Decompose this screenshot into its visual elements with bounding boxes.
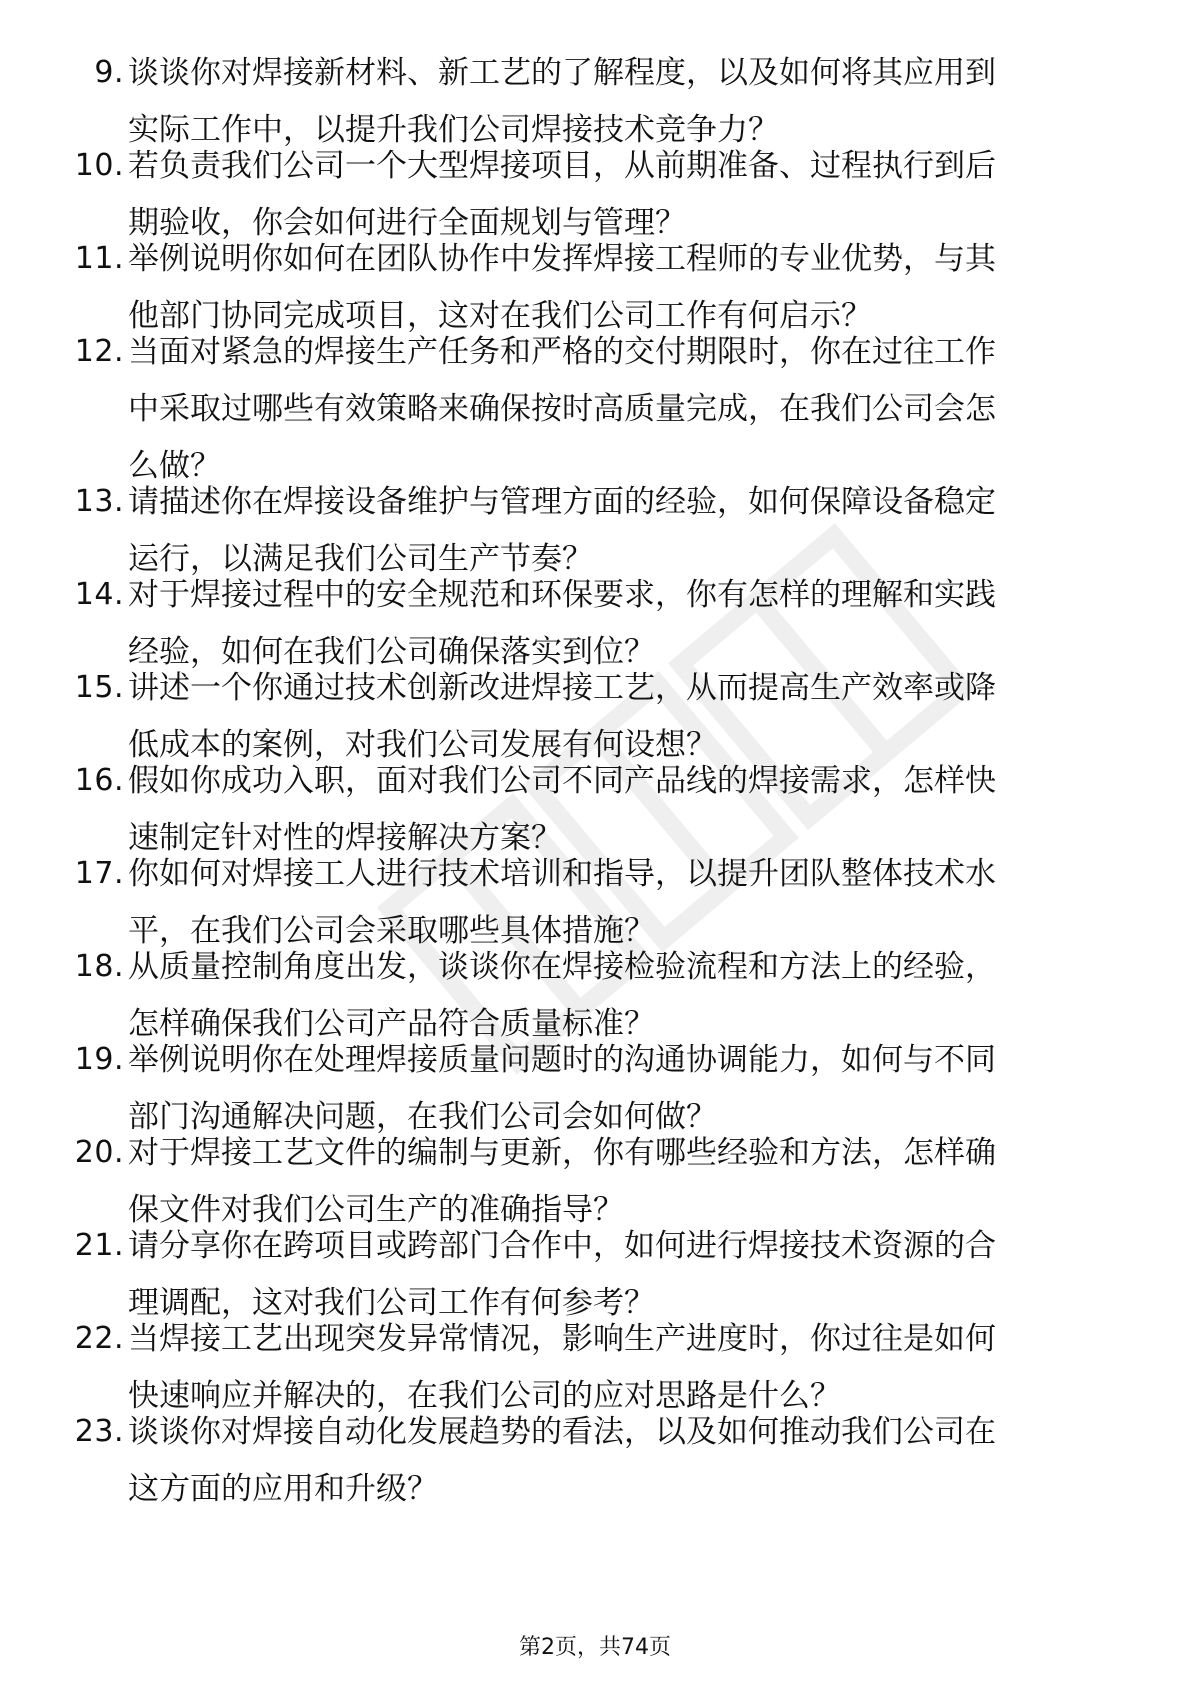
question-text-line: 谈谈你对焊接新材料、新工艺的了解程度，以及如何将其应用到 xyxy=(128,55,996,91)
question-number: 13. xyxy=(74,484,124,519)
question-text-line: 中采取过哪些有效策略来确保按时高质量完成，在我们公司会怎 xyxy=(128,391,996,427)
question-text-line: 实际工作中，以提升我们公司焊接技术竞争力？ xyxy=(128,112,779,148)
question-text-line: 从质量控制角度出发，谈谈你在焊接检验流程和方法上的经验， xyxy=(128,949,996,985)
question-text-line: 他部门协同完成项目，这对在我们公司工作有何启示？ xyxy=(128,298,872,334)
question-number: 12. xyxy=(74,334,124,369)
question-number: 19. xyxy=(74,1042,124,1077)
question-text-line: 举例说明你如何在团队协作中发挥焊接工程师的专业优势，与其 xyxy=(128,241,996,277)
question-text-line: 谈谈你对焊接自动化发展趋势的看法，以及如何推动我们公司在 xyxy=(128,1414,996,1450)
question-text-line: 期验收，你会如何进行全面规划与管理？ xyxy=(128,205,686,241)
question-number: 11. xyxy=(74,241,124,276)
question-text-line: 速制定针对性的焊接解决方案？ xyxy=(128,820,562,856)
question-text xyxy=(128,329,1116,500)
question-number: 16. xyxy=(74,763,124,798)
question-text-line: 对于焊接工艺文件的编制与更新，你有哪些经验和方法，怎样确 xyxy=(128,1135,996,1171)
question-number: 14. xyxy=(74,577,124,612)
question-text-line: 当面对紧急的焊接生产任务和严格的交付期限时，你在过往工作 xyxy=(128,334,996,370)
question-number: 18. xyxy=(74,949,124,984)
question-number: 17. xyxy=(74,856,124,891)
question-text-line: 对于焊接过程中的安全规范和环保要求，你有怎样的理解和实践 xyxy=(128,577,996,613)
question-text-line: 平，在我们公司会采取哪些具体措施？ xyxy=(128,913,655,949)
question-number: 15. xyxy=(74,670,124,705)
question-text-line: 快速响应并解决的，在我们公司的应对思路是什么？ xyxy=(128,1378,841,1414)
question-number: 21. xyxy=(74,1228,124,1263)
question-text-line: 假如你成功入职，面对我们公司不同产品线的焊接需求，怎样快 xyxy=(128,763,996,799)
question-text-line: 么做？ xyxy=(128,448,221,484)
question-text-line: 这方面的应用和升级？ xyxy=(128,1471,438,1507)
question-text xyxy=(128,1409,1116,1523)
question-text-line: 请分享你在跨项目或跨部门合作中，如何进行焊接技术资源的合 xyxy=(128,1228,996,1264)
question-text-line: 举例说明你在处理焊接质量问题时的沟通协调能力，如何与不同 xyxy=(128,1042,996,1078)
question-text-line: 低成本的案例，对我们公司发展有何设想？ xyxy=(128,727,717,763)
page-number: 第2页，共74页 xyxy=(519,1635,671,1660)
question-text-line: 理调配，这对我们公司工作有何参考？ xyxy=(128,1285,655,1321)
question-text-line: 运行，以满足我们公司生产节奏？ xyxy=(128,541,593,577)
question-text-line: 部门沟通解决问题，在我们公司会如何做？ xyxy=(128,1099,717,1135)
question-number: 10. xyxy=(74,148,124,183)
question-text-line: 若负责我们公司一个大型焊接项目，从前期准备、过程执行到后 xyxy=(128,148,996,184)
question-number: 20. xyxy=(74,1135,124,1170)
question-text-line: 经验，如何在我们公司确保落实到位？ xyxy=(128,634,655,670)
question-text-line: 请描述你在焊接设备维护与管理方面的经验，如何保障设备稳定 xyxy=(128,484,996,520)
question-text-line: 当焊接工艺出现突发异常情况，影响生产进度时，你过往是如何 xyxy=(128,1321,996,1357)
question-text-line: 怎样确保我们公司产品符合质量标准？ xyxy=(128,1006,655,1042)
question-text-line: 保文件对我们公司生产的准确指导？ xyxy=(128,1192,624,1228)
question-number: 22. xyxy=(74,1321,124,1356)
question-text-line: 你如何对焊接工人进行技术培训和指导，以提升团队整体技术水 xyxy=(128,856,996,892)
question-text-line: 讲述一个你通过技术创新改进焊接工艺，从而提高生产效率或降 xyxy=(128,670,996,706)
question-number: 9. xyxy=(94,55,124,90)
question-number: 23. xyxy=(74,1414,124,1449)
